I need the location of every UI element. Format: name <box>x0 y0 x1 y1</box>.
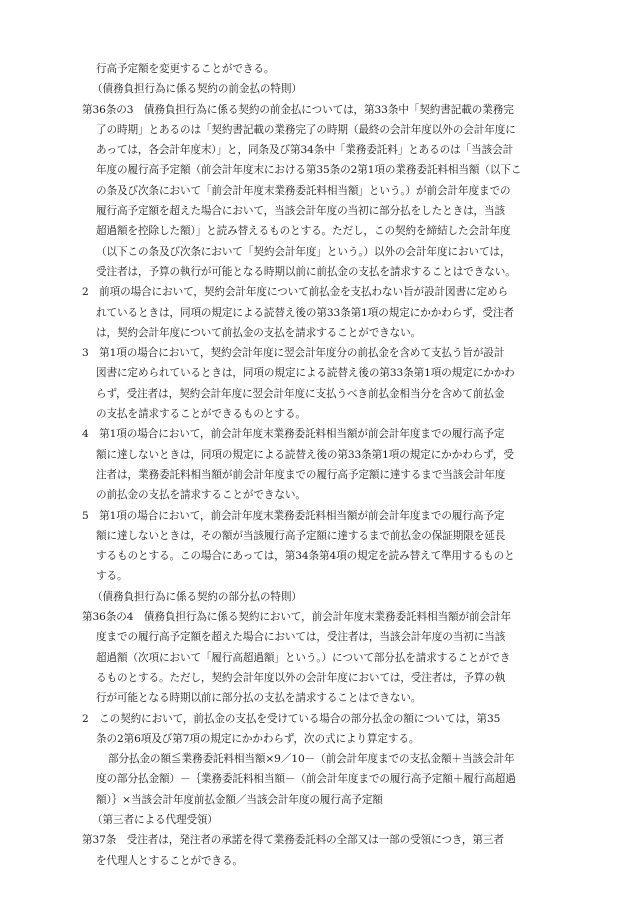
text-line: （債務負担行為に係る契約の部分払の特則） <box>92 590 302 603</box>
text-line: 行が可能となる時期以前に部分払の支払を請求することはできない。 <box>96 692 422 705</box>
text-line: 注者は，業務委託料相当額が前会計年度までの履行高予定額に達するまで当該会計年度 <box>96 468 506 481</box>
text-line: の前払金の支払を請求することができない。 <box>96 489 306 502</box>
text-line: 年度の履行高予定額（前会計年度末における第35条の2第1項の業務委託料相当額（以下こ <box>96 164 522 177</box>
text-line: の支払を請求することができるものとする。 <box>96 408 306 421</box>
text-line: は，契約会計年度について前払金の支払を請求することができない。 <box>96 326 422 339</box>
text-line: 5 第1項の場合において，前会計年度末業務委託料相当額が前会計年度までの履行高予定 <box>82 509 505 522</box>
text-line: 履行高予定額を超えた場合において，当該会計年度の当初に部分払をしたときは，当該 <box>96 205 506 218</box>
text-line: 度の部分払金額）－｛業務委託料相当額－（前会計年度までの履行高予定額＋履行高超過 <box>96 773 516 786</box>
text-line: あっては，各会計年度末）」と，同条及び第34条中「業務委託料」とあるのは「当該会計 <box>96 144 514 157</box>
text-line: 受注者は，予算の執行が可能となる時期以前に前払金の支払を請求することはできない。 <box>96 265 516 278</box>
text-line: れているときは，同項の規定による読替え後の第33条第1項の規定にかかわらず，受注者 <box>96 306 514 319</box>
text-line: 超過額（次項において「履行高超過額」という。）について部分払を請求することができ <box>96 651 511 664</box>
text-line: するものとする。この場合にあっては，第34条第4項の規定を読み替えて準用するものと <box>96 550 515 563</box>
text-line: の条及び次条において「前会計年度末業務委託料相当額」という。）が前会計年度までの <box>96 184 511 197</box>
text-line: する。 <box>96 570 128 583</box>
text-line: 額に達しないときは，同項の規定による読替え後の第33条第1項の規定にかかわらず，受 <box>96 448 514 461</box>
text-line: 度までの履行高予定額を超えた場合においては，受注者は，当該会計年度の当初に当該 <box>96 631 506 644</box>
text-line: 第37条 受注者は，発注者の承諾を得て業務委託料の全部又は一部の受領につき，第三者 <box>82 834 504 847</box>
text-line: るものとする。ただし，契約会計年度以外の会計年度においては，受注者は，予算の執 <box>96 671 506 684</box>
text-line: 超過額を控除した額）」と読み替えるものとする。ただし，この契約を締結した会計年度 <box>96 225 511 238</box>
text-line: （以下この条及び次条において「契約会計年度」という。）以外の会計年度においては， <box>96 245 511 258</box>
text-line: 第36条の4 債務負担行為に係る契約において，前会計年度末業務委託料相当額が前会計年 <box>82 611 511 624</box>
text-line: 了の時期」とあるのは「契約書記載の業務完了の時期（最終の会計年度以外の会計年度に <box>96 123 516 136</box>
text-line: 2 前項の場合において，契約会計年度について前払金を支払わない旨が設計図書に定めら <box>82 286 508 299</box>
text-line: 額に達しないときは，その額が当該履行高予定額に達するまで前払金の保証期限を延長 <box>96 529 506 542</box>
text-line: らず，受注者は，契約会計年度に翌会計年度に支払うべき前払金相当分を含めて前払金 <box>96 387 505 400</box>
text-line: （債務負担行為に係る契約の前金払の特則） <box>92 83 302 96</box>
text-line: 2 この契約において，前払金の支払を受けている場合の部分払金の額については，第35 <box>82 712 501 725</box>
text-line: （第三者による代理受領） <box>92 813 218 826</box>
text-line: を代理人とすることができる。 <box>96 854 243 867</box>
text-line: 図書に定められているときは，同項の規定による読替え後の第33条第1項の規定にかかわ <box>96 367 515 380</box>
text-line: 第36条の3 債務負担行為に係る契約の前金払については，第33条中「契約書記載の業務完 <box>82 103 514 116</box>
text-line: 3 第1項の場合において，契約会計年度に翌会計年度分の前払金を含めて支払う旨が設計 <box>82 347 505 360</box>
text-line: 行高予定額を変更することができる。 <box>96 63 275 75</box>
text-line: 4 第1項の場合において，前会計年度末業務委託料相当額が前会計年度までの履行高予定 <box>82 428 505 441</box>
text-line: 条の2第6項及び第7項の規定にかかわらず，次の式により算定する。 <box>96 732 420 745</box>
text-line: 部分払金の額≦業務委託料相当額×9／10－（前会計年度までの支払金額＋当該会計年 <box>108 753 515 766</box>
text-line: 額）｝×当該会計年度前払金額／当該会計年度の履行高予定額 <box>96 793 383 806</box>
